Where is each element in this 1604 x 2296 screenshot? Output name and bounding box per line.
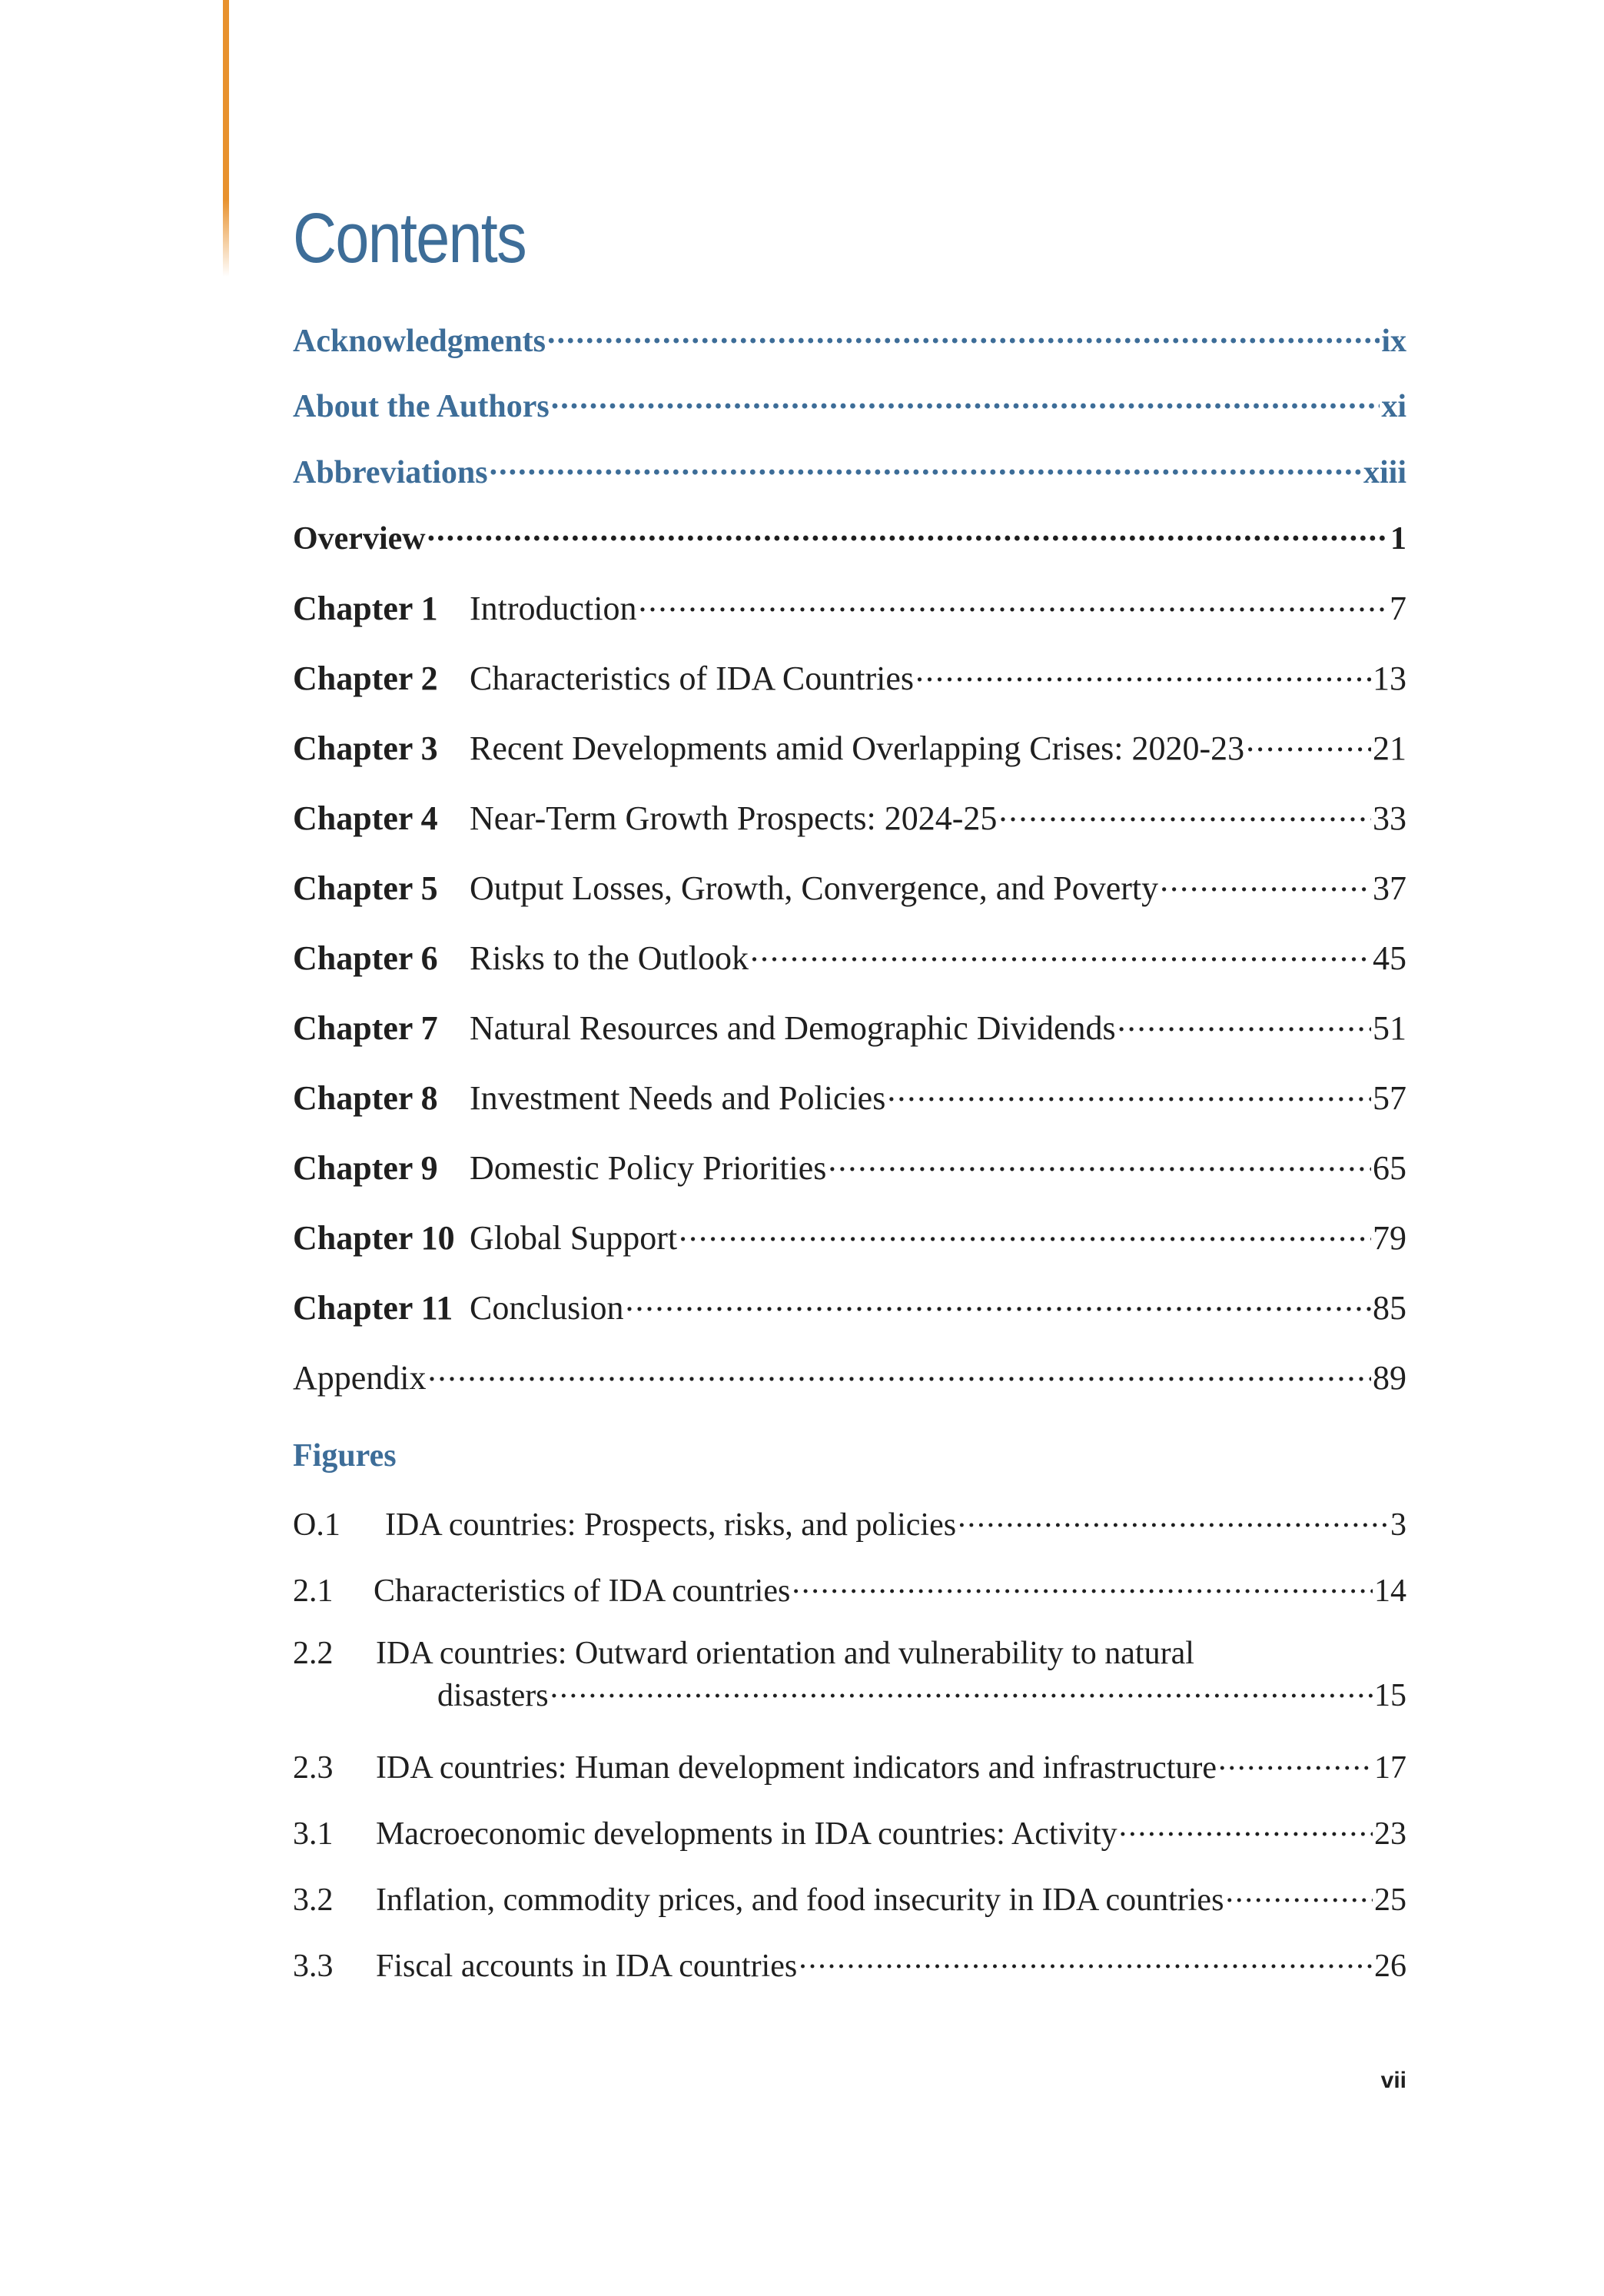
figure-number: O.1 [293,1507,340,1543]
toc-entry-chapter-4[interactable] [293,796,1406,838]
dot-leader [427,1355,1371,1389]
toc-page: 89 [1373,1359,1406,1397]
dot-leader [1116,1005,1371,1039]
toc-entry-chapter-10[interactable] [293,1215,1406,1258]
dot-leader [1117,1812,1373,1844]
dot-leader [1244,726,1371,759]
toc-label: Appendix [293,1359,427,1397]
page-number: vii [1380,2068,1406,2093]
toc-entry-chapter-6[interactable] [293,935,1406,978]
toc-entry-chapter-3[interactable] [293,726,1406,768]
dot-leader [1158,866,1371,899]
chapter-title: Characteristics of IDA Countries [470,660,914,697]
chapter-title: Recent Developments amid Overlapping Crises: 2020-23 [470,729,1245,767]
toc-page: 37 [1373,869,1406,907]
dot-leader [997,796,1371,829]
chapter-title: Risks to the Outlook [470,939,749,977]
toc-page: 25 [1374,1882,1406,1918]
chapter-title: Investment Needs and Policies [470,1079,886,1117]
toc-entry-chapter-8[interactable] [293,1075,1406,1118]
toc-page: 57 [1373,1079,1406,1117]
toc-page: 7 [1390,590,1406,627]
chapter-number: Chapter 11 [293,1289,453,1327]
chapter-number: Chapter 9 [293,1149,438,1187]
figure-title: Macroeconomic developments in IDA countries: Activity [376,1816,1117,1852]
toc-page: 21 [1373,729,1406,767]
dot-leader [790,1569,1373,1601]
toc-page: 79 [1373,1219,1406,1257]
toc-entry-appendix[interactable] [293,1355,1406,1397]
chapter-number: Chapter 3 [293,729,438,767]
chapter-title: Global Support [470,1219,678,1257]
figure-title-continued: disasters [437,1678,549,1713]
dot-leader [549,1673,1373,1706]
toc-page: xi [1381,389,1406,424]
toc-page: 1 [1390,521,1406,557]
toc-entry-chapter-11[interactable] [293,1285,1406,1327]
toc-page: 45 [1373,939,1406,977]
figure-entry-3-1[interactable] [293,1812,1406,1852]
figure-entry-2-2[interactable] [293,1635,1406,1714]
chapter-number: Chapter 7 [293,1009,438,1047]
toc-label: Acknowledgments [293,324,546,359]
toc-page: 15 [1374,1678,1406,1713]
figure-number: 2.1 [293,1573,334,1609]
dot-leader [797,1944,1373,1976]
toc-entry-overview[interactable] [293,517,1406,557]
dot-leader [426,517,1389,549]
toc-label: About the Authors [293,389,550,424]
dot-leader [1217,1746,1373,1778]
toc-page: 23 [1374,1816,1406,1852]
figure-title: IDA countries: Human development indicators and infrastructure [376,1750,1217,1786]
accent-bar [223,0,229,277]
toc-page: 3 [1390,1507,1406,1543]
figure-entry-o1[interactable] [293,1503,1406,1543]
chapter-title: Introduction [470,590,637,627]
chapter-title: Near-Term Growth Prospects: 2024-25 [470,799,998,837]
figure-entry-3-2[interactable] [293,1878,1406,1919]
chapter-number: Chapter 5 [293,869,438,907]
dot-leader [885,1075,1371,1109]
toc-entry-about-the-authors[interactable] [293,384,1406,425]
figure-title: IDA countries: Outward orientation and vulnerability to natural [376,1636,1194,1671]
dot-leader [749,935,1371,969]
toc-entry-abbreviations[interactable] [293,450,1406,491]
figure-entry-3-3[interactable] [293,1944,1406,1985]
chapter-title: Conclusion [470,1289,624,1327]
chapter-title: Domestic Policy Priorities [470,1149,827,1187]
dot-leader [677,1215,1371,1249]
chapter-number: Chapter 1 [293,590,438,627]
toc-page: xiii [1363,455,1406,490]
toc-entry-chapter-7[interactable] [293,1005,1406,1048]
toc-page: 13 [1373,660,1406,697]
figure-title: Inflation, commodity prices, and food insecurity in IDA countries [376,1882,1224,1918]
toc-page: ix [1381,324,1406,359]
toc-page: 33 [1373,799,1406,837]
page-title: Contents [293,199,526,277]
dot-leader [956,1503,1389,1535]
figure-title: IDA countries: Prospects, risks, and policies [385,1507,957,1543]
dot-leader [546,319,1380,351]
dot-leader [550,384,1380,417]
figure-number: 3.2 [293,1882,334,1918]
dot-leader [826,1145,1371,1179]
figure-number: 2.2 [293,1636,334,1671]
dot-leader [1224,1878,1373,1910]
chapter-number: Chapter 8 [293,1079,438,1117]
toc-page: 65 [1373,1149,1406,1187]
chapter-number: Chapter 4 [293,799,438,837]
chapter-title: Natural Resources and Demographic Dividends [470,1009,1116,1047]
figure-number: 3.3 [293,1949,334,1984]
toc-entry-chapter-2[interactable] [293,656,1406,698]
toc-page: 17 [1374,1750,1406,1786]
toc-page: 14 [1374,1573,1406,1609]
toc-page: 51 [1373,1009,1406,1047]
figure-entry-2-3[interactable] [293,1746,1406,1786]
figure-title: Characteristics of IDA countries [374,1573,791,1609]
dot-leader [488,450,1362,483]
chapter-number: Chapter 6 [293,939,438,977]
toc-entry-acknowledgments[interactable] [293,319,1406,360]
figure-title: Fiscal accounts in IDA countries [376,1949,798,1984]
toc-entry-chapter-1[interactable] [293,586,1406,628]
chapter-number: Chapter 2 [293,660,438,697]
figure-number: 2.3 [293,1750,334,1786]
dot-leader [914,656,1371,689]
toc-page: 85 [1373,1289,1406,1327]
chapter-title: Output Losses, Growth, Convergence, and Poverty [470,869,1159,907]
figure-number: 3.1 [293,1816,334,1852]
dot-leader [637,586,1388,620]
chapter-number: Chapter 10 [293,1219,455,1257]
dot-leader [623,1285,1371,1319]
toc-entry-chapter-9[interactable] [293,1145,1406,1188]
toc-label: Abbreviations [293,455,488,490]
figures-heading: Figures [293,1438,397,1474]
toc-entry-chapter-5[interactable] [293,866,1406,908]
toc-label: Overview [293,521,426,557]
toc-page: 26 [1374,1949,1406,1984]
figure-entry-2-1[interactable] [293,1569,1406,1610]
